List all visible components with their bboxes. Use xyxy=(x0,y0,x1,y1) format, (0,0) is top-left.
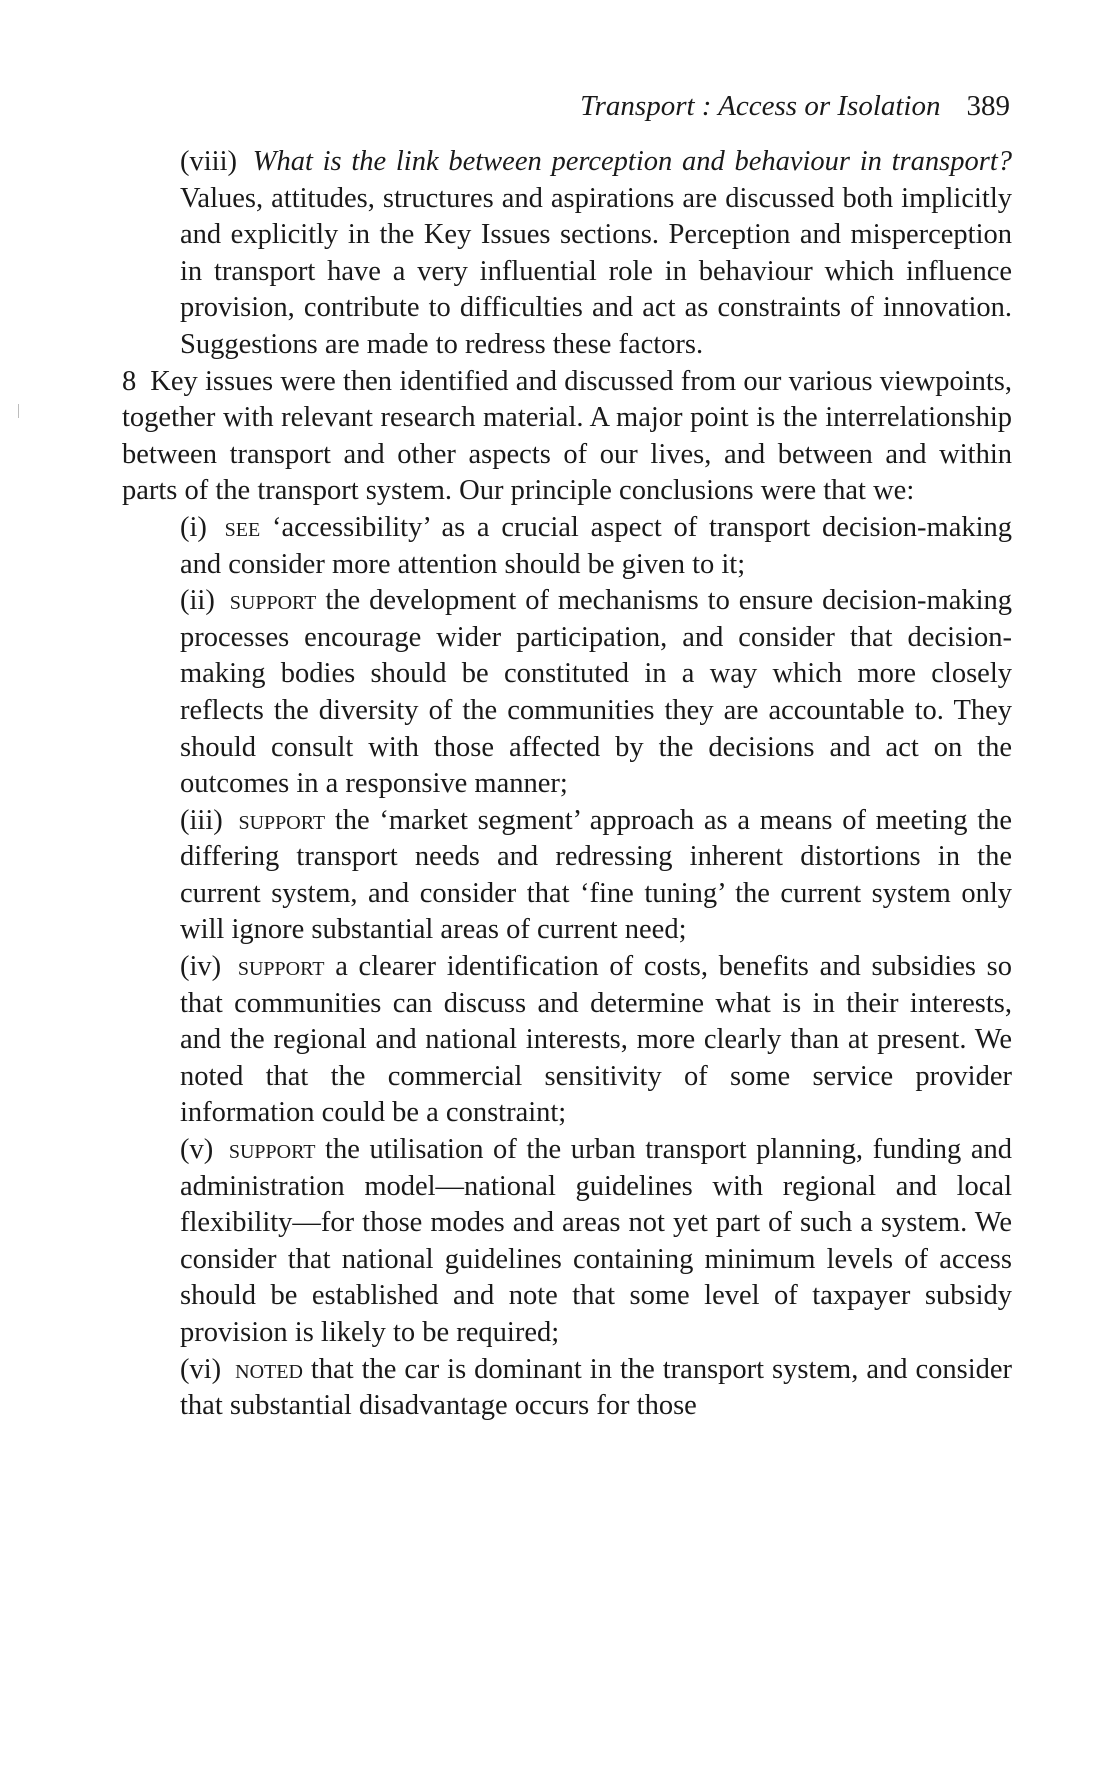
item-text: that the car is dominant in the transport system, and consider that substantial disadvantage occurs for those xyxy=(180,1353,1013,1422)
item-text: the development of mechanisms to ensure decision-making processes encourage wider participation, and consider that decision-making bodies should be constituted in a way which more closely reflects the diversity of the communities they are accountable to. They should consult with those affected by the decisions and act on the outcomes in a responsive manner; xyxy=(180,585,1013,800)
book-page xyxy=(122,88,1012,1425)
item-keyword: noted xyxy=(235,1353,303,1385)
item-numeral: (viii) xyxy=(180,146,237,177)
item-keyword: see xyxy=(224,511,261,543)
paragraph-text: Key issues were then identified and discussed from our various viewpoints, together with relevant research material. A major point is the interrelationship between transport and other aspects of our lives, and between and within parts of the transport system. Our principle conclusions were that we: xyxy=(122,365,1012,507)
item-numeral: (i) xyxy=(180,511,207,543)
list-item-i xyxy=(180,510,1012,583)
item-text: the ‘market segment’ approach as a means of meeting the differing transport needs and redressing inherent distortions in the current system, and consider that ‘fine tuning’ the current system only will ignore substantial areas of current need; xyxy=(180,804,1013,946)
item-text: the utilisation of the urban transport planning, funding and administration model—national guidelines with regional and local flexibility—for those modes and areas not yet part of such a system. We consider that national guidelines containing minimum levels of access should be established and note that some level of taxpayer subsidy provision is likely to be required; xyxy=(180,1134,1013,1348)
running-header xyxy=(122,88,1012,124)
item-numeral: (iv) xyxy=(180,951,222,983)
list-item-iii xyxy=(180,803,1012,949)
item-numeral: (iii) xyxy=(180,804,223,836)
item-text: a clearer identification of costs, benefits and subsidies so that communities can discuss and determine what is in their interests, and the regional and national interests, more clearly than at present. We noted that the commercial sensitivity of some service provider information could be a constraint; xyxy=(180,951,1012,1129)
body-text xyxy=(122,144,1012,1425)
page-number: 389 xyxy=(966,90,1010,122)
running-title: Transport : Access or Isolation xyxy=(580,90,941,122)
item-numeral: (v) xyxy=(180,1134,214,1166)
item-question: What is the link between perception and behaviour in transport? xyxy=(252,146,1012,177)
item-numeral: (vi) xyxy=(180,1353,222,1385)
item-text: ‘accessibility’ as a crucial aspect of transport decision-making and consider more attention should be given to it; xyxy=(180,511,1013,580)
list-item-ii xyxy=(180,583,1012,803)
item-text: Values, attitudes, structures and aspirations are discussed both implicitly and explicitly in the Key Issues sections. Perception and misperception in transport have a very influential role in behaviour which influence provision, contribute to difficulties and act as constraints of innovation. Suggestions are made to redress these factors. xyxy=(180,182,1012,360)
item-keyword: support xyxy=(237,951,325,983)
paragraph-8 xyxy=(122,364,1012,510)
list-item-vi xyxy=(180,1352,1012,1425)
item-numeral: (ii) xyxy=(180,585,215,617)
list-item-viii xyxy=(180,144,1012,364)
item-keyword: support xyxy=(228,1134,316,1166)
list-item-v xyxy=(180,1132,1012,1352)
paragraph-number: 8 xyxy=(122,365,137,397)
item-keyword: support xyxy=(238,804,326,836)
list-item-iv xyxy=(180,949,1012,1132)
item-keyword: support xyxy=(229,585,317,617)
scan-mark xyxy=(18,404,19,418)
